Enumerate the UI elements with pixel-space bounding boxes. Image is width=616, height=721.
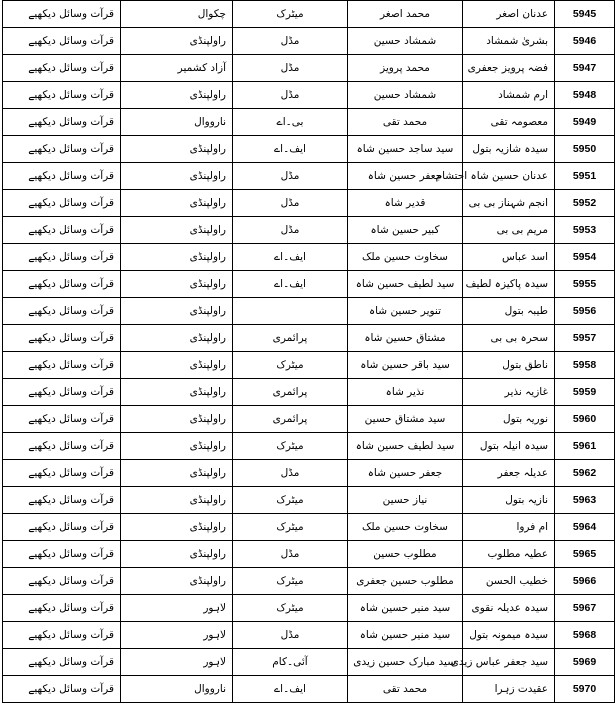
table-row: [3, 244, 615, 271]
city-cell: راولپنڈی: [121, 190, 233, 217]
serial-number-cell: 5966: [555, 568, 615, 595]
serial-number-cell: 5953: [555, 217, 615, 244]
serial-number-cell: 5967: [555, 595, 615, 622]
education-cell: مڈل: [233, 190, 348, 217]
name-cell: سیدہ پاکیزہ لطیف: [463, 271, 555, 298]
serial-number-cell: 5963: [555, 487, 615, 514]
education-cell: میٹرک: [233, 487, 348, 514]
info-source-cell: قرآت وسائل دیکھیے: [3, 352, 121, 379]
table-row: [3, 460, 615, 487]
name-cell: بشریٰ شمشاد: [463, 28, 555, 55]
father-name-cell: مطلوب حسین جعفری: [348, 568, 463, 595]
city-cell: نارووال: [121, 109, 233, 136]
serial-number-cell: 5959: [555, 379, 615, 406]
info-source-cell: قرآت وسائل دیکھیے: [3, 514, 121, 541]
education-cell: پرائمری: [233, 379, 348, 406]
name-cell: سحرہ بی بی: [463, 325, 555, 352]
father-name-cell: سید ساجد حسین شاہ: [348, 136, 463, 163]
info-source-cell: قرآت وسائل دیکھیے: [3, 136, 121, 163]
city-cell: راولپنڈی: [121, 568, 233, 595]
name-cell: مریم بی بی: [463, 217, 555, 244]
father-name-cell: مطلوب حسین: [348, 541, 463, 568]
education-cell: مڈل: [233, 217, 348, 244]
name-cell: اسد عباس: [463, 244, 555, 271]
name-cell: ام فروا: [463, 514, 555, 541]
table-row: [3, 82, 615, 109]
serial-number-cell: 5958: [555, 352, 615, 379]
father-name-cell: سید لطیف حسین شاہ: [348, 271, 463, 298]
father-name-cell: سید لطیف حسین شاہ: [348, 433, 463, 460]
name-cell: عدنان اصغر: [463, 1, 555, 28]
serial-number-cell: 5962: [555, 460, 615, 487]
education-cell: مڈل: [233, 460, 348, 487]
table-row: [3, 568, 615, 595]
table-row: [3, 514, 615, 541]
serial-number-cell: 5947: [555, 55, 615, 82]
father-name-cell: سید منیر حسین شاہ: [348, 595, 463, 622]
name-cell: نوریہ بتول: [463, 406, 555, 433]
table-row: [3, 109, 615, 136]
info-source-cell: قرآت وسائل دیکھیے: [3, 568, 121, 595]
city-cell: راولپنڈی: [121, 433, 233, 460]
city-cell: آزاد کشمیر: [121, 55, 233, 82]
table-row: [3, 271, 615, 298]
education-cell: میٹرک: [233, 514, 348, 541]
education-cell: مڈل: [233, 163, 348, 190]
info-source-cell: قرآت وسائل دیکھیے: [3, 325, 121, 352]
education-cell: پرائمری: [233, 406, 348, 433]
city-cell: راولپنڈی: [121, 379, 233, 406]
table-row: [3, 325, 615, 352]
serial-number-cell: 5960: [555, 406, 615, 433]
info-source-cell: قرآت وسائل دیکھیے: [3, 595, 121, 622]
father-name-cell: سخاوت حسین ملک: [348, 244, 463, 271]
education-cell: مڈل: [233, 55, 348, 82]
education-cell: مڈل: [233, 541, 348, 568]
name-cell: سیدہ انیلہ بتول: [463, 433, 555, 460]
education-cell: مڈل: [233, 82, 348, 109]
table-row: [3, 352, 615, 379]
name-cell: ناطق بتول: [463, 352, 555, 379]
father-name-cell: سخاوت حسین ملک: [348, 514, 463, 541]
records-body: [3, 1, 615, 703]
name-cell: سیدہ شازیہ بتول: [463, 136, 555, 163]
name-cell: فضہ پرویز جعفری: [463, 55, 555, 82]
info-source-cell: قرآت وسائل دیکھیے: [3, 271, 121, 298]
table-row: [3, 379, 615, 406]
education-cell: آئی۔کام: [233, 649, 348, 676]
city-cell: راولپنڈی: [121, 541, 233, 568]
info-source-cell: قرآت وسائل دیکھیے: [3, 379, 121, 406]
city-cell: راولپنڈی: [121, 298, 233, 325]
father-name-cell: محمد تقی: [348, 676, 463, 703]
city-cell: نارووال: [121, 676, 233, 703]
education-cell: ایف۔اے: [233, 676, 348, 703]
education-cell: ایف۔اے: [233, 244, 348, 271]
city-cell: راولپنڈی: [121, 271, 233, 298]
info-source-cell: قرآت وسائل دیکھیے: [3, 109, 121, 136]
father-name-cell: شمشاد حسین: [348, 82, 463, 109]
table-row: [3, 163, 615, 190]
serial-number-cell: 5952: [555, 190, 615, 217]
father-name-cell: محمد تقی: [348, 109, 463, 136]
name-cell: خطیب الحسن: [463, 568, 555, 595]
table-row: [3, 676, 615, 703]
father-name-cell: جعفر حسین شاہ: [348, 460, 463, 487]
info-source-cell: قرآت وسائل دیکھیے: [3, 460, 121, 487]
city-cell: راولپنڈی: [121, 460, 233, 487]
table-row: [3, 541, 615, 568]
info-source-cell: قرآت وسائل دیکھیے: [3, 163, 121, 190]
serial-number-cell: 5946: [555, 28, 615, 55]
table-row: [3, 1, 615, 28]
info-source-cell: قرآت وسائل دیکھیے: [3, 541, 121, 568]
father-name-cell: محمد اصغر: [348, 1, 463, 28]
serial-number-cell: 5970: [555, 676, 615, 703]
city-cell: راولپنڈی: [121, 244, 233, 271]
name-cell: عدنان حسین شاہ احتشام: [463, 163, 555, 190]
name-cell: سیدہ میمونہ بتول: [463, 622, 555, 649]
name-cell: ارم شمشاد: [463, 82, 555, 109]
table-row: [3, 217, 615, 244]
info-source-cell: قرآت وسائل دیکھیے: [3, 190, 121, 217]
info-source-cell: قرآت وسائل دیکھیے: [3, 1, 121, 28]
father-name-cell: محمد پرویز: [348, 55, 463, 82]
name-cell: انجم شہناز بی بی: [463, 190, 555, 217]
table-row: [3, 622, 615, 649]
education-cell: ایف۔اے: [233, 271, 348, 298]
table-row: [3, 433, 615, 460]
father-name-cell: نذیر شاہ: [348, 379, 463, 406]
table-row: [3, 136, 615, 163]
name-cell: عطیہ مطلوب: [463, 541, 555, 568]
serial-number-cell: 5954: [555, 244, 615, 271]
city-cell: چکوال: [121, 1, 233, 28]
serial-number-cell: 5968: [555, 622, 615, 649]
serial-number-cell: 5956: [555, 298, 615, 325]
father-name-cell: مشتاق حسین شاہ: [348, 325, 463, 352]
table-row: [3, 649, 615, 676]
city-cell: راولپنڈی: [121, 487, 233, 514]
education-cell: میٹرک: [233, 1, 348, 28]
serial-number-cell: 5951: [555, 163, 615, 190]
table-row: [3, 298, 615, 325]
city-cell: راولپنڈی: [121, 514, 233, 541]
serial-number-cell: 5945: [555, 1, 615, 28]
father-name-cell: سید مبارک حسین زیدی: [348, 649, 463, 676]
table-row: [3, 55, 615, 82]
father-name-cell: تنویر حسین شاہ: [348, 298, 463, 325]
father-name-cell: سید منیر حسین شاہ: [348, 622, 463, 649]
father-name-cell: سید باقر حسین شاہ: [348, 352, 463, 379]
city-cell: راولپنڈی: [121, 136, 233, 163]
info-source-cell: قرآت وسائل دیکھیے: [3, 244, 121, 271]
info-source-cell: قرآت وسائل دیکھیے: [3, 406, 121, 433]
city-cell: لاہور: [121, 622, 233, 649]
education-cell: میٹرک: [233, 352, 348, 379]
info-source-cell: قرآت وسائل دیکھیے: [3, 55, 121, 82]
name-cell: عقیدت زہرا: [463, 676, 555, 703]
table-row: [3, 487, 615, 514]
info-source-cell: قرآت وسائل دیکھیے: [3, 676, 121, 703]
info-source-cell: قرآت وسائل دیکھیے: [3, 217, 121, 244]
serial-number-cell: 5955: [555, 271, 615, 298]
name-cell: عدیلہ جعفر: [463, 460, 555, 487]
serial-number-cell: 5964: [555, 514, 615, 541]
education-cell: [233, 298, 348, 325]
info-source-cell: قرآت وسائل دیکھیے: [3, 622, 121, 649]
city-cell: راولپنڈی: [121, 325, 233, 352]
education-cell: میٹرک: [233, 433, 348, 460]
table-row: [3, 28, 615, 55]
name-cell: سیدہ عدیلہ نقوی: [463, 595, 555, 622]
name-cell: معصومہ تقی: [463, 109, 555, 136]
info-source-cell: قرآت وسائل دیکھیے: [3, 298, 121, 325]
info-source-cell: قرآت وسائل دیکھیے: [3, 649, 121, 676]
father-name-cell: شمشاد حسین: [348, 28, 463, 55]
education-cell: میٹرک: [233, 595, 348, 622]
serial-number-cell: 5957: [555, 325, 615, 352]
serial-number-cell: 5965: [555, 541, 615, 568]
city-cell: راولپنڈی: [121, 352, 233, 379]
info-source-cell: قرآت وسائل دیکھیے: [3, 433, 121, 460]
table-row: [3, 595, 615, 622]
education-cell: ایف۔اے: [233, 136, 348, 163]
name-cell: طیبہ بتول: [463, 298, 555, 325]
father-name-cell: سید مشتاق حسین: [348, 406, 463, 433]
name-cell: نازیہ بتول: [463, 487, 555, 514]
father-name-cell: کبیر حسین شاہ: [348, 217, 463, 244]
education-cell: پرائمری: [233, 325, 348, 352]
serial-number-cell: 5969: [555, 649, 615, 676]
education-cell: میٹرک: [233, 568, 348, 595]
father-name-cell: قدیر شاہ: [348, 190, 463, 217]
serial-number-cell: 5949: [555, 109, 615, 136]
city-cell: راولپنڈی: [121, 217, 233, 244]
name-cell: سید جعفر عباس زیدی: [463, 649, 555, 676]
serial-number-cell: 5961: [555, 433, 615, 460]
serial-number-cell: 5950: [555, 136, 615, 163]
city-cell: راولپنڈی: [121, 82, 233, 109]
education-cell: مڈل: [233, 622, 348, 649]
info-source-cell: قرآت وسائل دیکھیے: [3, 487, 121, 514]
name-cell: غازیہ نذیر: [463, 379, 555, 406]
education-cell: بی۔اے: [233, 109, 348, 136]
table-row: [3, 190, 615, 217]
city-cell: لاہور: [121, 649, 233, 676]
table-row: [3, 406, 615, 433]
info-source-cell: قرآت وسائل دیکھیے: [3, 82, 121, 109]
info-source-cell: قرآت وسائل دیکھیے: [3, 28, 121, 55]
city-cell: لاہور: [121, 595, 233, 622]
city-cell: راولپنڈی: [121, 406, 233, 433]
education-cell: مڈل: [233, 28, 348, 55]
father-name-cell: جعفر حسین شاہ: [348, 163, 463, 190]
father-name-cell: نیاز حسین: [348, 487, 463, 514]
city-cell: راولپنڈی: [121, 163, 233, 190]
records-table: [2, 0, 615, 703]
city-cell: راولپنڈی: [121, 28, 233, 55]
serial-number-cell: 5948: [555, 82, 615, 109]
